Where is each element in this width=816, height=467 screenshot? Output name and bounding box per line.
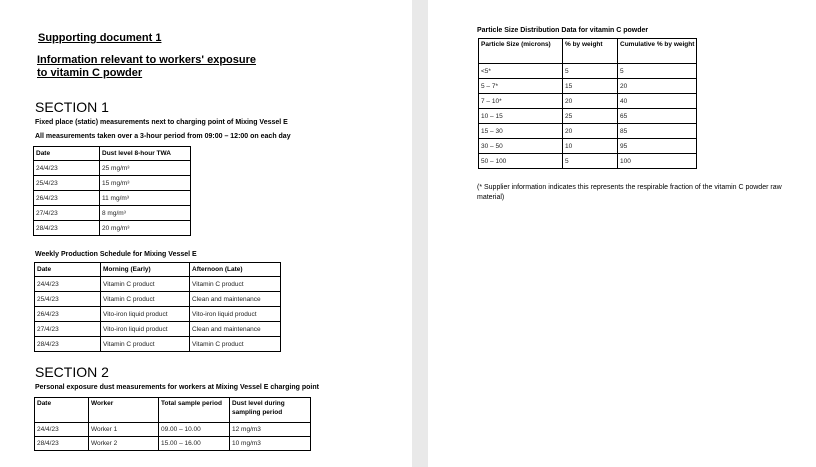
cell-particle-size: 10 – 15 — [479, 109, 563, 124]
header-percent-by-weight: % by weight — [563, 39, 618, 64]
cell-afternoon: Clean and maintenance — [190, 292, 281, 307]
header-dust-level: Dust level 8-hour TWA — [100, 147, 191, 161]
cell-dust-level: 10 mg/m3 — [230, 437, 311, 451]
supplier-footnote: (* Supplier information indicates this represents the respirable fraction of the vitamin C powder raw material) — [477, 184, 782, 201]
document-title: Supporting document 1 — [38, 32, 162, 44]
header-worker: Worker — [89, 398, 159, 423]
table-row — [35, 322, 281, 337]
cell-particle-size: 30 – 50 — [479, 139, 563, 154]
cell-percent: 25 — [563, 109, 618, 124]
particle-size-table — [478, 38, 697, 169]
cell-afternoon: Vitamin C product — [190, 277, 281, 292]
table-row — [35, 277, 281, 292]
cell-dust-level: 15 mg/m³ — [100, 176, 191, 191]
personal-exposure-table — [34, 397, 311, 451]
cell-percent: 5 — [563, 64, 618, 79]
section1-title: SECTION 1 — [35, 99, 109, 115]
table-row — [479, 94, 697, 109]
cell-sample-period: 09.00 – 10.00 — [159, 423, 230, 437]
cell-particle-size: 5 – 7* — [479, 79, 563, 94]
cell-particle-size: <5* — [479, 64, 563, 79]
cell-dust-level: 12 mg/m3 — [230, 423, 311, 437]
header-date: Date — [34, 147, 100, 161]
cell-afternoon: Vitamin C product — [190, 337, 281, 352]
cell-morning: Vitamin C product — [101, 337, 190, 352]
header-morning: Morning (Early) — [101, 263, 190, 277]
header-afternoon: Afternoon (Late) — [190, 263, 281, 277]
table-row — [34, 206, 191, 221]
cell-date: 26/4/23 — [34, 191, 100, 206]
cell-morning: Vito-iron liquid product — [101, 322, 190, 337]
table-row — [35, 437, 311, 451]
cell-date: 28/4/23 — [35, 337, 101, 352]
particle-size-caption: Particle Size Distribution Data for vitamin C powder — [477, 27, 649, 34]
cell-date: 26/4/23 — [35, 307, 101, 322]
cell-morning: Vitamin C product — [101, 277, 190, 292]
table-row — [35, 337, 281, 352]
table-row — [35, 307, 281, 322]
header-dust-level: Dust level during sampling period — [230, 398, 311, 423]
cell-afternoon: Clean and maintenance — [190, 322, 281, 337]
static-measurements-table — [33, 146, 191, 236]
cell-percent: 20 — [563, 124, 618, 139]
cell-date: 24/4/23 — [34, 161, 100, 176]
cell-dust-level: 11 mg/m³ — [100, 191, 191, 206]
cell-cumulative: 5 — [618, 64, 697, 79]
section2-title: SECTION 2 — [35, 364, 109, 380]
cell-date: 27/4/23 — [35, 322, 101, 337]
table-row — [34, 161, 191, 176]
table-header-row — [34, 147, 191, 161]
cell-particle-size: 50 – 100 — [479, 154, 563, 169]
cell-cumulative: 100 — [618, 154, 697, 169]
cell-worker: Worker 1 — [89, 423, 159, 437]
document-subtitle-line2: to vitamin C powder — [37, 67, 143, 79]
cell-cumulative: 40 — [618, 94, 697, 109]
cell-afternoon: Vito-iron liquid product — [190, 307, 281, 322]
cell-percent: 20 — [563, 94, 618, 109]
cell-percent: 10 — [563, 139, 618, 154]
cell-percent: 5 — [563, 154, 618, 169]
cell-date: 28/4/23 — [34, 221, 100, 236]
table-header-row — [35, 263, 281, 277]
cell-cumulative: 20 — [618, 79, 697, 94]
table-row — [479, 79, 697, 94]
cell-dust-level: 25 mg/m³ — [100, 161, 191, 176]
table-row — [35, 423, 311, 437]
table-row — [34, 221, 191, 236]
section2-caption: Personal exposure dust measurements for workers at Mixing Vessel E charging point — [35, 384, 319, 391]
header-date: Date — [35, 398, 89, 423]
cell-date: 25/4/23 — [35, 292, 101, 307]
production-schedule-table — [34, 262, 281, 352]
table-row — [479, 109, 697, 124]
section1-caption1: Fixed place (static) measurements next to charging point of Mixing Vessel E — [35, 119, 288, 126]
header-date: Date — [35, 263, 101, 277]
table-header-row — [35, 398, 311, 423]
schedule-caption: Weekly Production Schedule for Mixing Vessel E — [35, 251, 197, 258]
cell-particle-size: 15 – 30 — [479, 124, 563, 139]
table-row — [479, 154, 697, 169]
cell-morning: Vitamin C product — [101, 292, 190, 307]
table-header-row — [479, 39, 697, 64]
cell-cumulative: 95 — [618, 139, 697, 154]
table-row — [479, 64, 697, 79]
header-cumulative-percent: Cumulative % by weight — [618, 39, 697, 64]
cell-cumulative: 65 — [618, 109, 697, 124]
table-row — [34, 176, 191, 191]
cell-particle-size: 7 – 10* — [479, 94, 563, 109]
cell-worker: Worker 2 — [89, 437, 159, 451]
cell-percent: 15 — [563, 79, 618, 94]
right-page — [428, 0, 816, 467]
cell-date: 28/4/23 — [35, 437, 89, 451]
cell-dust-level: 8 mg/m³ — [100, 206, 191, 221]
table-row — [34, 191, 191, 206]
cell-date: 24/4/23 — [35, 277, 101, 292]
table-row — [479, 139, 697, 154]
cell-date: 24/4/23 — [35, 423, 89, 437]
table-row — [479, 124, 697, 139]
cell-date: 25/4/23 — [34, 176, 100, 191]
cell-dust-level: 20 mg/m³ — [100, 221, 191, 236]
header-particle-size: Particle Size (microns) — [479, 39, 563, 64]
cell-morning: Vito-iron liquid product — [101, 307, 190, 322]
cell-date: 27/4/23 — [34, 206, 100, 221]
header-sample-period: Total sample period — [159, 398, 230, 423]
table-row — [35, 292, 281, 307]
cell-sample-period: 15.00 – 16.00 — [159, 437, 230, 451]
cell-cumulative: 85 — [618, 124, 697, 139]
document-subtitle-line1: Information relevant to workers' exposure — [37, 54, 257, 66]
section1-caption2: All measurements taken over a 3-hour period from 09:00 – 12:00 on each day — [35, 133, 291, 140]
